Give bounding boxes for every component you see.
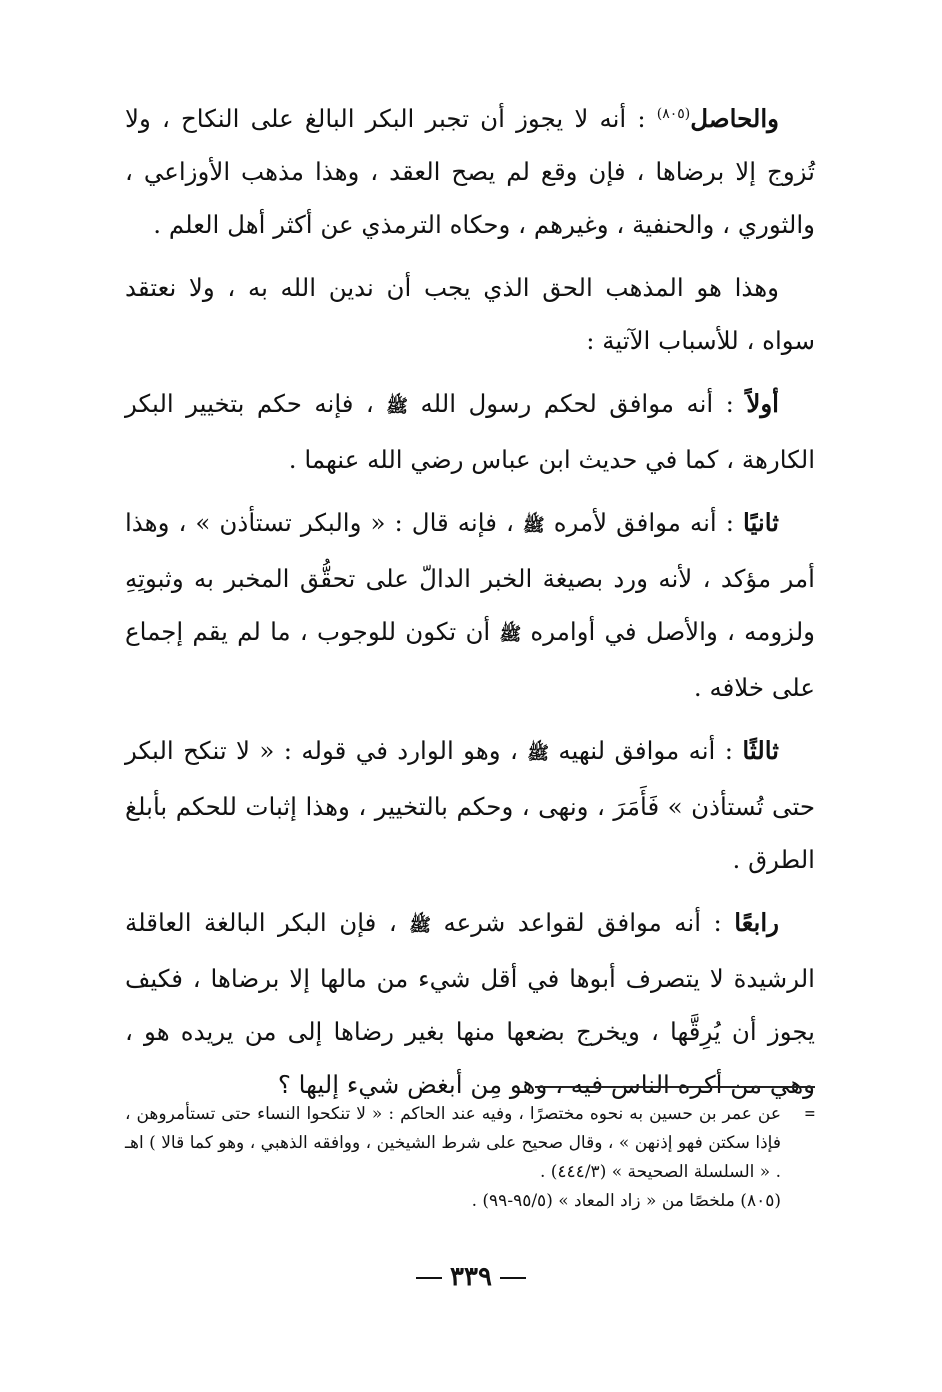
footnote-continuation — [125, 1100, 815, 1187]
main-text — [125, 92, 815, 1121]
honorific-ligature: ﷺ — [527, 743, 550, 764]
paragraph-text: ، فإنه قال : « والبكر تستأذن » ، وهذا أمر مؤكد ، لأنه ورد بصيغة الخبر الدالّ على تحقُّق المخبر به وثبوتِهِ ولزومه ، والأصل في أوامره — [125, 508, 815, 646]
honorific-ligature: ﷺ — [386, 396, 409, 417]
paragraph-text: : أنه موافق لقواعد شرعه — [431, 908, 735, 937]
paragraph-text: ، فإنه حكم بتخيير البكر الكارهة ، كما في حديث ابن عباس رضي الله عنهما . — [125, 389, 815, 474]
paragraph-correct-view — [125, 261, 815, 367]
paragraph-lead-word: والحاصل — [690, 104, 779, 133]
footnotes — [125, 1100, 815, 1216]
paragraph-lead-word: رابعًا — [734, 908, 779, 937]
paragraph-text: : أنه موافق لنهيه — [549, 736, 743, 765]
paragraph-reason-2 — [125, 496, 815, 714]
page-number-value: ٣٣٩ — [450, 1262, 492, 1292]
page-number — [0, 1262, 942, 1292]
paragraph-text: : أنه موافق لحكم رسول الله — [408, 389, 747, 418]
footnote-805 — [125, 1187, 815, 1216]
paragraph-lead-word: ثالثًا — [742, 736, 779, 765]
page-number-dash-right — [500, 1277, 526, 1279]
paragraph-lead-word: أولاً — [746, 389, 779, 418]
page-number-dash-left — [416, 1277, 442, 1279]
honorific-ligature: ﷺ — [522, 515, 545, 536]
footnote-separator — [535, 1086, 815, 1088]
footnote-continuation-text: عن عمر بن حسين به نحوه مختصرًا ، وفيه عند الحاكم : « لا تنكحوا النساء حتى تستأمروهن ، فإذا سكتن فهو إذنهن » ، وقال صحيح على شرط الشيخين ، ووافقه الذهبي ، وهو كما قالا ) اهـ . « السلسلة الصحيحة » (٤٤٤/٣) . — [125, 1104, 781, 1182]
footnote-reference: (٨٠٥) — [656, 105, 691, 122]
paragraph-text: ، وهو الوارد في قوله : « لا تنكح البكر حتى تُستأذن » فَأَمَرَ ، ونهى ، وحكم بالتخيير ، وهذا إثبات للحكم بأبلغ الطرق . — [125, 736, 815, 874]
paragraph-conclusion — [125, 92, 815, 251]
paragraph-lead-word: ثانيًا — [743, 508, 779, 537]
honorific-ligature: ﷺ — [499, 624, 522, 645]
paragraph-reason-4 — [125, 896, 815, 1111]
footnote-805-text: (٨٠٥) ملخصًا من « زاد المعاد » (٩٥/٥-٩٩) . — [471, 1191, 781, 1211]
paragraph-text: : أنه لا يجوز أن تجبر البكر البالغ على النكاح ، ولا تُزوج إلا برضاها ، فإن وقع لم يصح العقد ، وهذا مذهب الأوزاعي ، والثوري ، والحنفية ، وغيرهم ، وحكاه الترمذي عن أكثر أهل العلم . — [125, 104, 815, 239]
paragraph-text: أن تكون للوجوب ، ما لم يقم إجماع على خلافه . — [125, 617, 815, 702]
paragraph-reason-3 — [125, 724, 815, 886]
honorific-ligature: ﷺ — [409, 915, 432, 936]
paragraph-text: ، فإن البكر البالغة العاقلة الرشيدة لا يتصرف أبوها في أقل شيء من مالها إلا برضاها ، فكيف يجوز أن يُرِقَّها ، ويخرج بضعها منها بغير رضاها إلى من يريده هو ، وهي من أكره الناس فيه ، وهو مِن أبغض شيء إليها ؟ — [125, 908, 815, 1099]
continuation-mark: = — [804, 1104, 815, 1124]
paragraph-text: وهذا هو المذهب الحق الذي يجب أن ندين الله به ، ولا نعتقد سواه ، للأسباب الآتية : — [125, 273, 815, 355]
paragraph-text: : أنه موافق لأمره — [544, 508, 744, 537]
paragraph-reason-1 — [125, 377, 815, 486]
